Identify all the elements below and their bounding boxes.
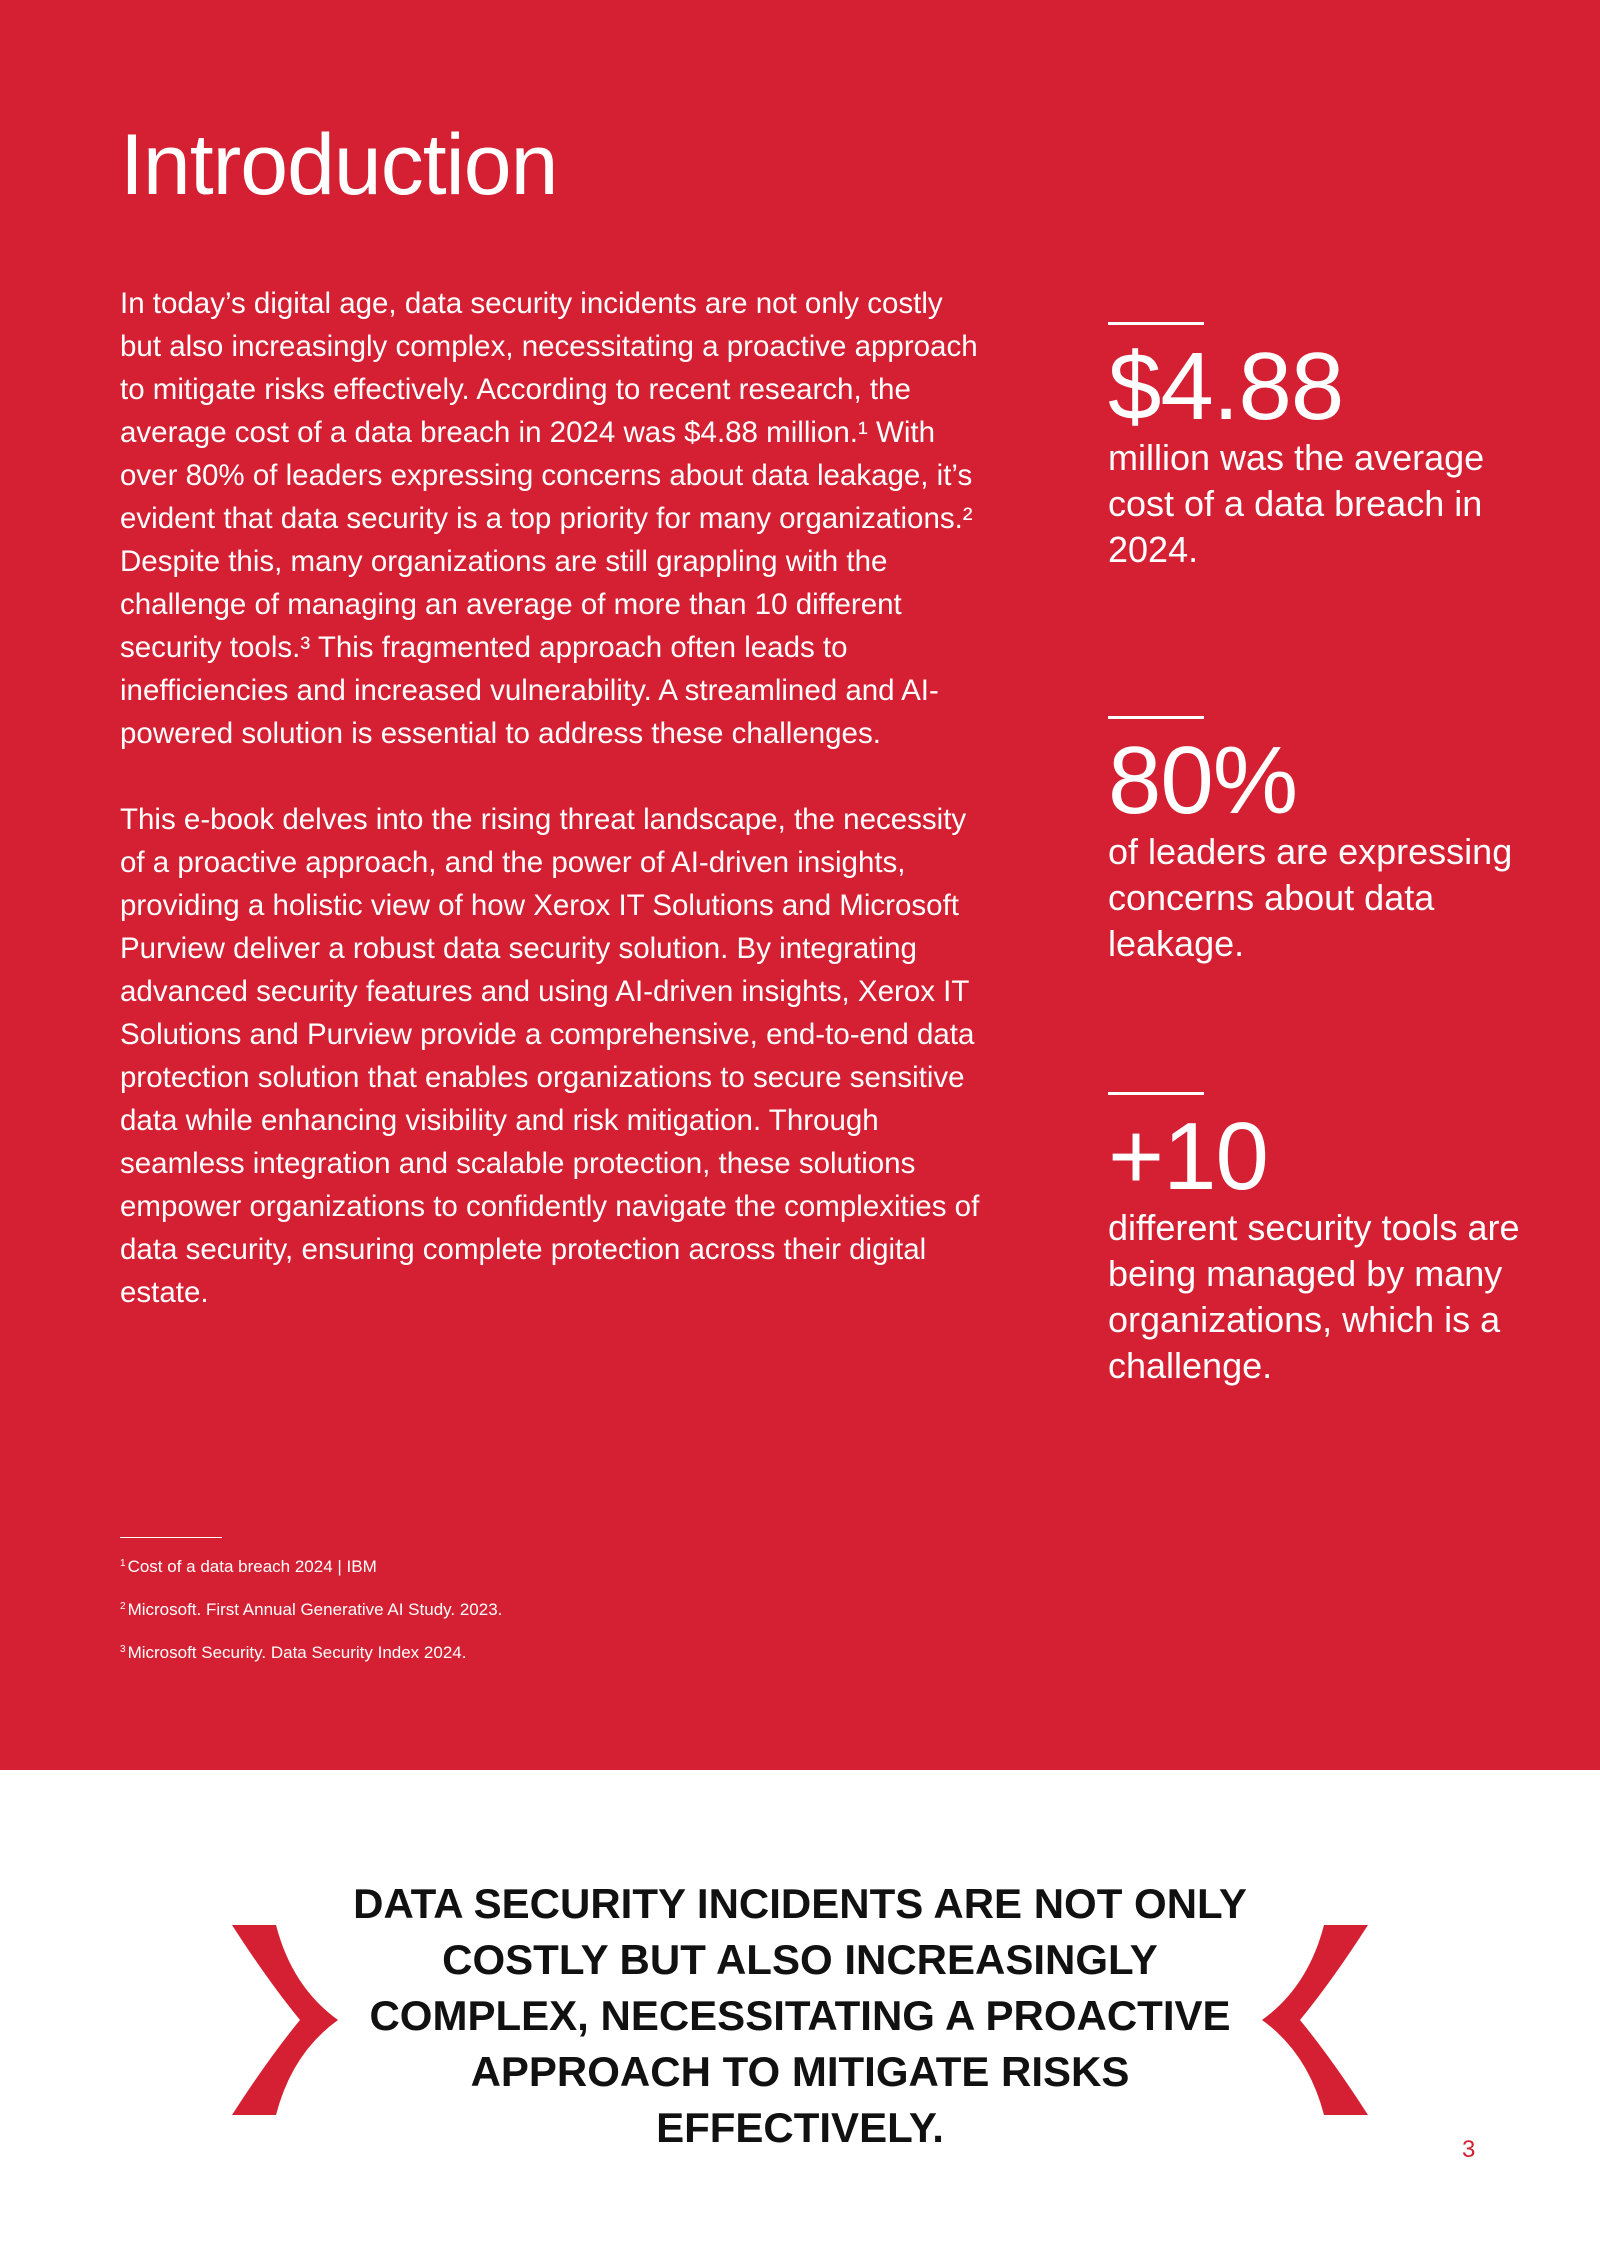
intro-paragraph-1: In today’s digital age, data security incidents are not only costly but also increasingly complex, necessitating a proactive approach to mitigate risks effectively. According to recent research, the average cost of a data breach in 2024 was $4.88 million.¹ With over 80% of leaders expressing concerns about data leakage, it’s evident that data security is a top priority for many organizations.² Despite this, many organizations are still grappling with the challenge of managing an average of more than 10 different security tools.³ This fragmented approach often leads to inefficiencies and increased vulnerability. A streamlined and AI-powered solution is essential to address these challenges. bbox=[120, 287, 978, 750]
footnote-item: $^1$ Cost of a data breach 2024 | IBM bbox=[120, 1557, 377, 1576]
stat-value: +10 bbox=[1108, 1103, 1268, 1210]
stat-value: 80% bbox=[1108, 727, 1298, 834]
stat-divider bbox=[1108, 1092, 1204, 1095]
chevron-left-icon bbox=[1260, 1925, 1370, 2115]
stat-leaders-concern bbox=[1108, 716, 1528, 967]
stat-divider bbox=[1108, 322, 1204, 325]
stat-description: million was the average cost of a data breach in 2024. bbox=[1108, 437, 1485, 570]
stat-breach-cost bbox=[1108, 322, 1528, 573]
footnote-item: $^3$ Microsoft Security. Data Security Index 2024. bbox=[120, 1643, 467, 1662]
footnotes bbox=[120, 1553, 502, 1682]
page-title: Introduction bbox=[120, 117, 558, 213]
footnote-item: $^2$ Microsoft. First Annual Generative AI Study. 2023. bbox=[120, 1600, 503, 1619]
footnote-divider bbox=[120, 1537, 222, 1538]
stat-divider bbox=[1108, 716, 1204, 719]
page-number: 3 bbox=[1462, 2136, 1476, 2163]
stat-description: of leaders are expressing concerns about data leakage. bbox=[1108, 831, 1513, 964]
intro-paragraph-2: This e-book delves into the rising threat landscape, the necessity of a proactive approach, and the power of AI-driven insights, providing a holistic view of how Xerox IT Solutions and Microsoft Purview deliver a robust data security solution. By integrating advanced security features and using AI-driven insights, Xerox IT Solutions and Purview provide a comprehensive, end-to-end data protection solution that enables organizations to secure sensitive data while enhancing visibility and risk mitigation. Through seamless integration and scalable protection, these solutions empower organizations to confidently navigate the complexities of data security, ensuring complete protection across their digital estate. bbox=[120, 803, 980, 1309]
intro-body bbox=[120, 282, 980, 1357]
chevron-right-icon bbox=[230, 1925, 340, 2115]
stat-value: $4.88 bbox=[1108, 333, 1344, 440]
stat-security-tools bbox=[1108, 1092, 1528, 1389]
stat-description: different security tools are being managed by many organizations, which is a challenge. bbox=[1108, 1207, 1520, 1386]
pull-quote: DATA SECURITY INCIDENTS ARE NOT ONLY COSTLY BUT ALSO INCREASINGLY COMPLEX, NECESSITATING A PROACTIVE APPROACH TO MITIGATE RISKS EFFECTIVELY. bbox=[353, 1880, 1247, 2151]
